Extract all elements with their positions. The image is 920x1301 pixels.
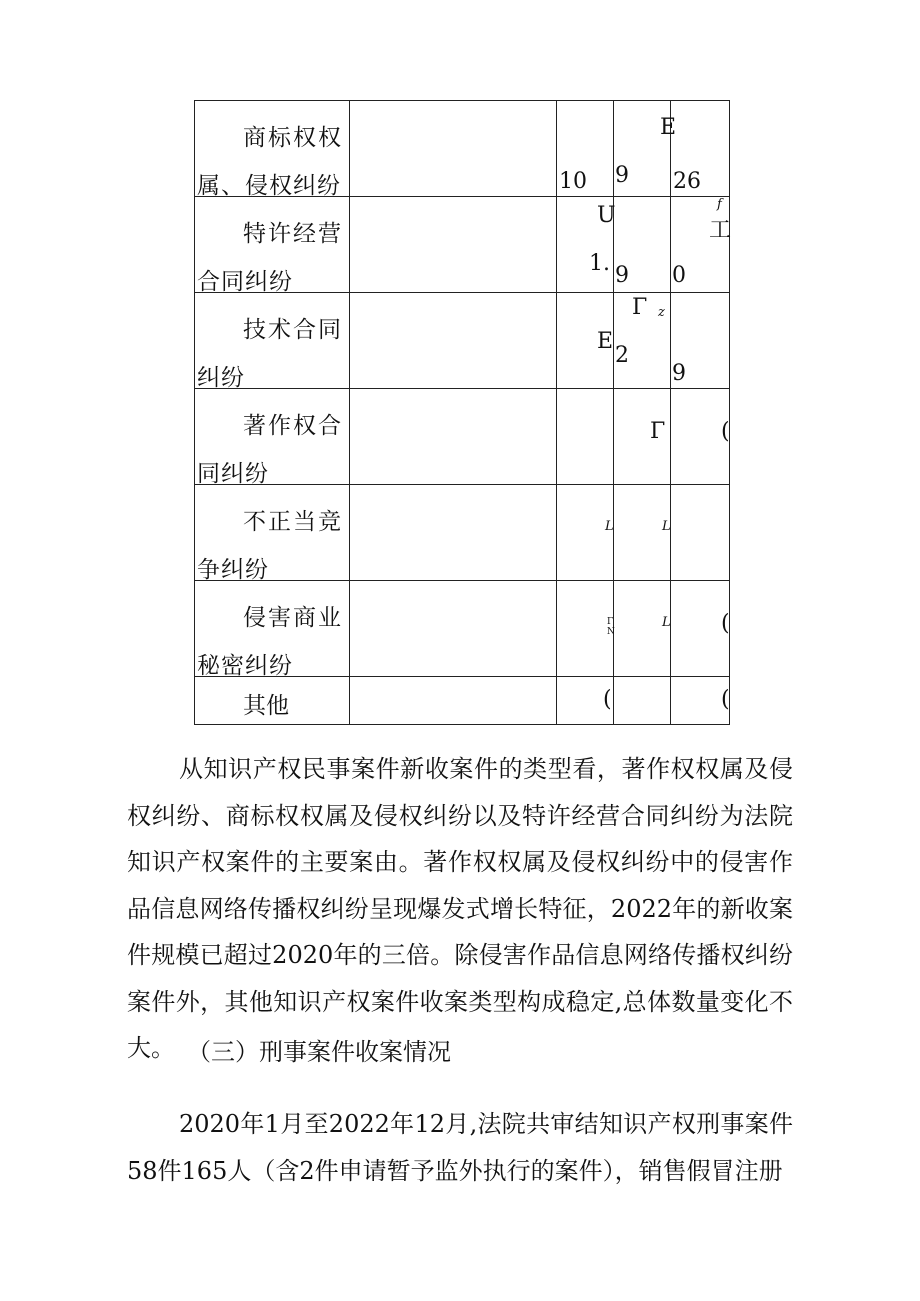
value-cell	[557, 101, 614, 197]
case-type-table	[194, 100, 730, 725]
category-line1: 特许经营	[243, 221, 343, 247]
value-cell	[671, 101, 730, 197]
value-cell	[557, 389, 614, 485]
value-cell	[671, 485, 730, 581]
category-cell	[195, 197, 350, 293]
value-cell	[557, 293, 614, 389]
category-line1: 侵害商业	[243, 605, 343, 631]
cell-value: 0	[672, 263, 686, 288]
cell-value: E	[597, 329, 614, 354]
category-line1: 著作权合	[243, 413, 343, 439]
table-row	[195, 485, 730, 581]
cell-value: z	[658, 305, 665, 320]
category-line2: 纠纷	[197, 365, 245, 391]
category-line2: 争纠纷	[197, 557, 269, 583]
value-cell	[614, 677, 671, 725]
value-cell	[671, 677, 730, 725]
empty-cell	[350, 389, 557, 485]
value-cell	[614, 485, 671, 581]
empty-cell	[350, 293, 557, 389]
table-row	[195, 389, 730, 485]
cell-value: Γ	[607, 617, 614, 627]
category-line2: 合同纠纷	[197, 269, 293, 295]
value-cell	[614, 581, 671, 677]
value-cell	[671, 389, 730, 485]
value-cell	[671, 197, 730, 293]
cell-value: (	[721, 687, 730, 712]
cell-value: 10	[559, 169, 587, 194]
paragraph-case-type-analysis: 从知识产权民事案件新收案件的类型看，著作权权属及侵权纠纷、商标权权属及侵权纠纷以及特许经营合同纠纷为法院知识产权案件的主要案由。著作权权属及侵权纠纷中的侵害作品信息网络传播权纠纷呈现爆发式增长特征，2022年的新收案件规模已超过2020年的三倍。除侵害作品信息网络传播权纠纷案件外，其他知识产权案件收案类型构成稳定,总体数量变化不大。	[127, 755, 793, 1062]
cell-value: 工	[709, 218, 732, 243]
category-line2: 属、侵权纠纷	[197, 173, 341, 199]
category-line2: 同纠纷	[197, 461, 269, 487]
empty-cell	[350, 581, 557, 677]
category-line1: 不正当竞	[243, 509, 343, 535]
paragraph-criminal-cases: 2020年1月至2022年12月,法院共审结知识产权刑事案件58件165人（含2件申请暂予监外执行的案件），销售假冒注册	[127, 1110, 793, 1185]
category-line1: 商标权权	[243, 125, 343, 151]
table-row	[195, 581, 730, 677]
table-row	[195, 677, 730, 725]
category-line1: 技术合同	[243, 317, 343, 343]
cell-value: 2	[615, 343, 629, 368]
cell-value: E	[660, 115, 677, 140]
table-row	[195, 101, 730, 197]
cell-value: (	[603, 687, 612, 712]
cell-value: Γ	[632, 295, 648, 320]
cell-value: 9	[615, 163, 629, 188]
category-cell	[195, 101, 350, 197]
category-cell	[195, 389, 350, 485]
value-cell	[557, 485, 614, 581]
cell-value: U	[597, 203, 616, 228]
value-cell	[614, 389, 671, 485]
section-heading: （三）刑事案件收案情况	[187, 1038, 451, 1066]
category-cell	[195, 677, 350, 725]
category-line1: 其他	[243, 693, 289, 719]
category-cell	[195, 293, 350, 389]
cell-value: f	[717, 197, 722, 212]
value-cell	[557, 197, 614, 293]
value-cell	[671, 581, 730, 677]
cell-value: 9	[672, 361, 686, 386]
cell-value: Γ	[650, 419, 666, 444]
cell-value: 9	[615, 263, 629, 288]
cell-value: (	[721, 611, 730, 636]
cell-value: N	[607, 627, 615, 637]
value-cell	[557, 677, 614, 725]
cell-value: L	[662, 519, 671, 534]
category-cell	[195, 485, 350, 581]
value-cell	[671, 293, 730, 389]
table-row	[195, 197, 730, 293]
empty-cell	[350, 485, 557, 581]
value-cell	[557, 581, 614, 677]
empty-cell	[350, 101, 557, 197]
empty-cell	[350, 677, 557, 725]
cell-value: (	[721, 419, 730, 444]
value-cell	[614, 197, 671, 293]
table-row	[195, 293, 730, 389]
value-cell	[614, 293, 671, 389]
cell-value: 1.	[589, 251, 610, 276]
category-line2: 秘密纠纷	[197, 653, 293, 679]
empty-cell	[350, 197, 557, 293]
value-cell	[614, 101, 677, 197]
category-cell	[195, 581, 350, 677]
cell-value: 26	[673, 169, 701, 194]
cell-value: L	[605, 519, 614, 534]
cell-value: L	[662, 615, 671, 630]
